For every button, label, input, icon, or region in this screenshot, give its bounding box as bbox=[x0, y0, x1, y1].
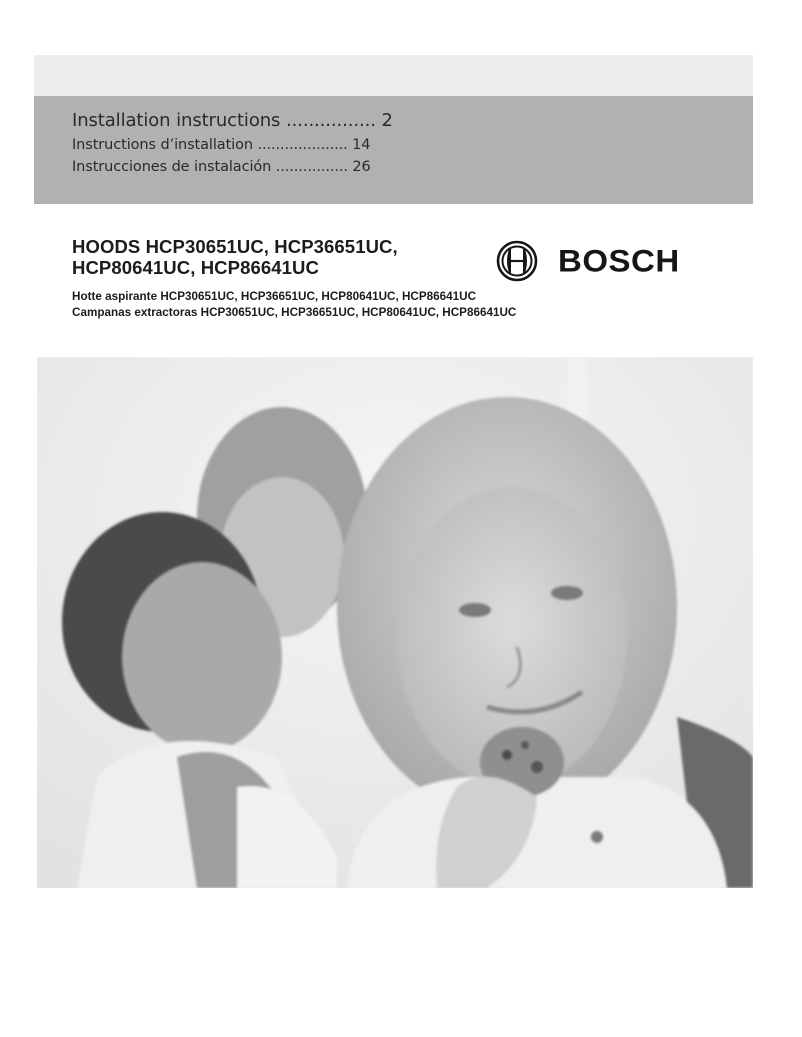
toc-page-number: 14 bbox=[352, 137, 371, 153]
model-subtitles bbox=[72, 289, 516, 321]
cover-photo bbox=[37, 357, 753, 888]
brand-name: BOSCH bbox=[558, 242, 680, 279]
toc-entry-french[interactable] bbox=[72, 134, 393, 156]
toc-page-number: 2 bbox=[381, 110, 393, 131]
toc-entry-english[interactable] bbox=[72, 108, 393, 134]
subtitle-french: Hotte aspirante HCP30651UC, HCP36651UC, HCP80641UC, HCP86641UC bbox=[72, 290, 477, 303]
subtitle-spanish: Campanas extractoras HCP30651UC, HCP36651UC, HCP80641UC, HCP86641UC bbox=[72, 306, 517, 319]
header-band-light bbox=[34, 55, 753, 96]
family-photo-illustration bbox=[37, 357, 753, 888]
toc-leader-dots: ................ bbox=[285, 110, 376, 131]
title-line-1: HOODS HCP30651UC, HCP36651UC, bbox=[72, 236, 398, 257]
toc-leader-dots: ................ bbox=[275, 159, 348, 175]
bosch-armature-icon bbox=[496, 240, 538, 282]
document-title bbox=[72, 236, 398, 278]
table-of-contents bbox=[72, 108, 393, 178]
toc-page-number: 26 bbox=[352, 159, 371, 175]
toc-leader-dots: .................... bbox=[257, 137, 348, 153]
toc-entry-label: Installation instructions bbox=[72, 110, 281, 131]
toc-entry-label: Instrucciones de instalación bbox=[72, 159, 272, 175]
toc-entry-spanish[interactable] bbox=[72, 156, 393, 178]
toc-entry-label: Instructions d’installation bbox=[72, 137, 253, 153]
title-line-2: HCP80641UC, HCP86641UC bbox=[72, 257, 319, 278]
bosch-logo bbox=[496, 240, 680, 282]
